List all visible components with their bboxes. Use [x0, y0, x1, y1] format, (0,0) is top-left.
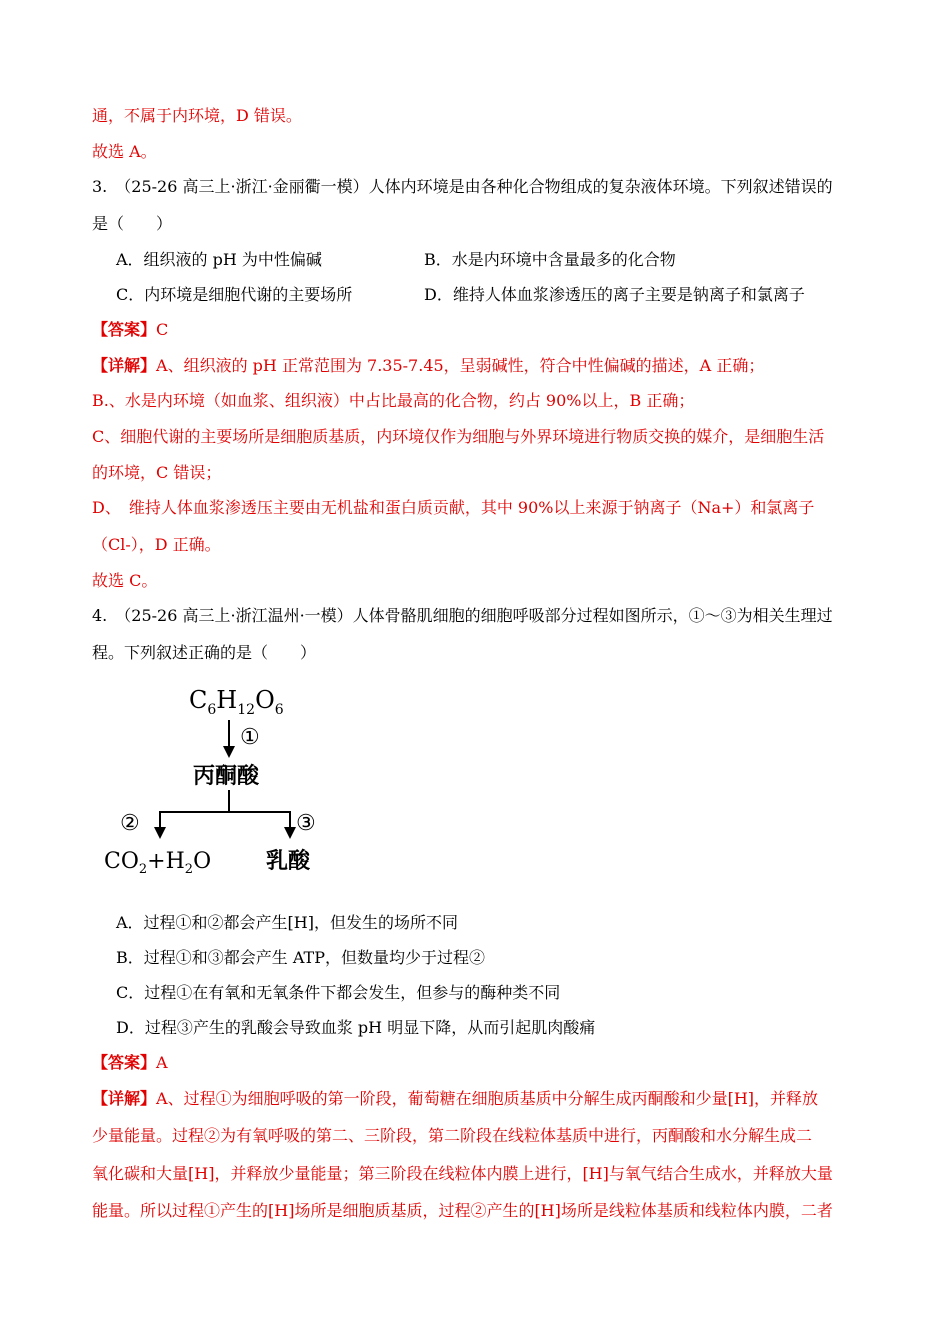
q4-detail-label: 【详解】	[92, 1089, 157, 1108]
co2-h2o-formula: $CO_2+H_2O$	[104, 849, 212, 877]
q3-detail-line3: C、细胞代谢的主要场所是细胞质基质，内环境仅作为细胞与外界环境进行物质交换的媒介，是细胞生活	[92, 427, 825, 446]
q4-detail-text1: A、过程①为细胞呼吸的第一阶段，葡萄糖在细胞质基质中分解生成丙酮酸和少量[H]，并释放	[156, 1089, 819, 1108]
q3-detail-line6: （Cl-），D 正确。	[92, 535, 221, 554]
arrow-step2-head	[154, 827, 166, 839]
q3-stem-line2: 是（ ）	[92, 214, 173, 233]
q3-answer	[92, 320, 168, 340]
respiration-diagram	[100, 680, 340, 880]
q3-detail-line5: D、 维持人体血浆渗透压主要由无机盐和蛋白质贡献，其中 90%以上来源于钠离子（Na+）和氯离子	[92, 498, 815, 517]
q4-detail-line4: 能量。所以过程①产生的[H]场所是细胞质基质，过程②产生的[H]场所是线粒体基质和线粒体内膜，二者	[92, 1201, 833, 1220]
q3-detail-line1	[92, 356, 764, 376]
q3-detail-text1: A、组织液的 pH 正常范围为 7.35-7.45，呈弱碱性，符合中性偏碱的描述，A 正确；	[156, 356, 765, 375]
q2-tail-line1: 通，不属于内环境，D 错误。	[92, 106, 302, 125]
q3-option-a: A．组织液的 pH 为中性偏碱	[116, 250, 322, 269]
q3-option-d: D．维持人体血浆渗透压的离子主要是钠离子和氯离子	[424, 285, 805, 304]
q4-stem-line1: 4. （25-26 高三上·浙江温州·一模）人体骨骼肌细胞的细胞呼吸部分过程如图所示，①～③为相关生理过	[92, 606, 833, 625]
arrow-step3-head	[284, 827, 296, 839]
q3-option-b: B．水是内环境中含量最多的化合物	[424, 250, 676, 269]
q4-option-b: B．过程①和③都会产生 ATP，但数量均少于过程②	[116, 948, 485, 967]
q4-answer	[92, 1053, 168, 1073]
q3-answer-label: 【答案】	[92, 320, 157, 339]
q3-detail-line2: B.、水是内环境（如血浆、组织液）中占比最高的化合物，约占 90%以上，B 正确；	[92, 391, 695, 410]
q3-option-c: C．内环境是细胞代谢的主要场所	[116, 285, 353, 304]
q3-choice: 故选 C。	[92, 571, 158, 590]
q4-stem-line2: 程。下列叙述正确的是（ ）	[92, 643, 317, 662]
pyruvate-label: 丙酮酸	[193, 763, 260, 789]
step3-label: ③	[296, 811, 316, 836]
q3-detail-line4: 的环境，C 错误；	[92, 463, 222, 482]
glucose-formula: $C_6H_{12}O_6$	[189, 686, 284, 718]
q4-option-d: D．过程③产生的乳酸会导致血浆 pH 明显下降，从而引起肌肉酸痛	[116, 1018, 596, 1037]
q3-stem-line1: 3. （25-26 高三上·浙江·金丽衢一模）人体内环境是由各种化合物组成的复杂液体环境。下列叙述错误的	[92, 177, 833, 196]
q4-detail-line1	[92, 1089, 818, 1109]
q4-answer-value: A	[156, 1053, 168, 1072]
step2-label: ②	[120, 811, 140, 836]
q4-option-a: A．过程①和②都会产生[H]，但发生的场所不同	[116, 913, 458, 932]
lactate-label: 乳酸	[266, 848, 311, 874]
step1-label: ①	[240, 725, 260, 750]
q4-detail-line3: 氧化碳和大量[H]，并释放少量能量；第三阶段在线粒体内膜上进行，[H]与氧气结合生成水，并释放大量	[92, 1164, 833, 1183]
q3-detail-label: 【详解】	[92, 356, 157, 375]
q4-detail-line2: 少量能量。过程②为有氧呼吸的第二、三阶段，第二阶段在线粒体基质中进行，丙酮酸和水分解生成二	[92, 1126, 813, 1145]
q2-tail-choice: 故选 A。	[92, 142, 157, 161]
q4-answer-label: 【答案】	[92, 1053, 157, 1072]
q3-answer-value: C	[156, 320, 169, 339]
arrow-step1-head	[223, 746, 235, 758]
q4-option-c: C．过程①在有氧和无氧条件下都会发生，但参与的酶种类不同	[116, 983, 561, 1002]
